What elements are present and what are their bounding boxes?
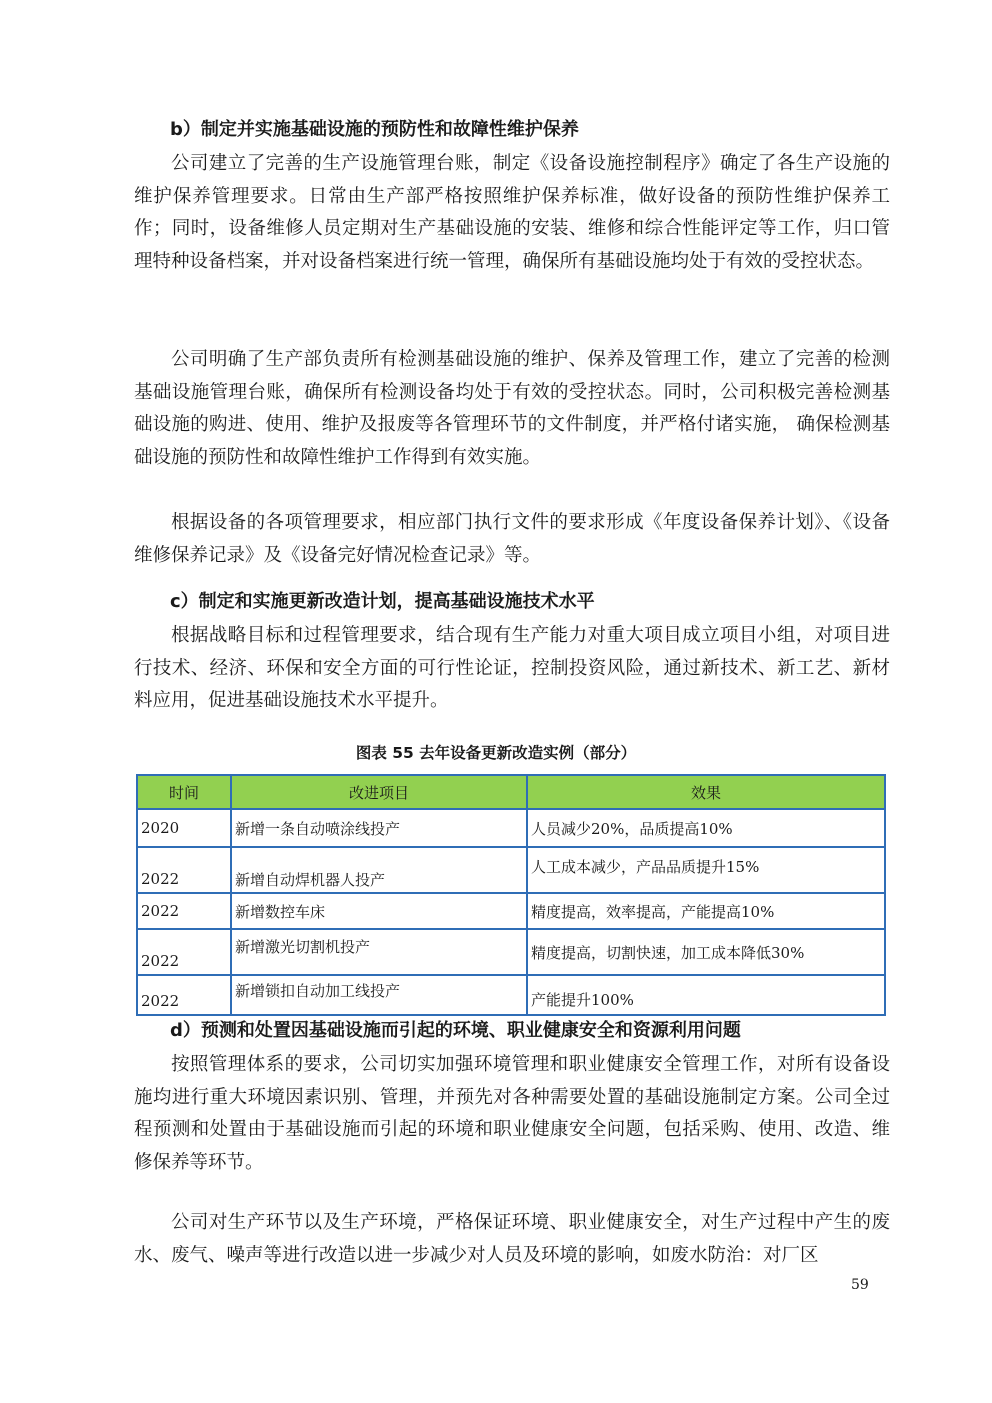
cell-project: 新增数控车床: [231, 893, 527, 929]
cell-effect: 精度提高，效率提高，产能提高10%: [527, 893, 885, 929]
cell-project: 新增锁扣自动加工线投产: [231, 975, 527, 1015]
table-row: [137, 929, 885, 975]
section-b-paragraph-2: 公司明确了生产部负责所有检测基础设施的维护、保养及管理工作，建立了完善的检测基础设施管理台账，确保所有检测设备均处于有效的受控状态。同时，公司积极完善检测基础设施的购进、使用、维护及报废等各管理环节的文件制度，并严格付诸实施， 确保检测基础设施的预防性和故障性维护工作得到有效实施。: [134, 349, 890, 468]
table-row: [137, 975, 885, 1015]
section-b-paragraph-1: 公司建立了完善的生产设施管理台账，制定《设备设施控制程序》确定了各生产设施的维护保养管理要求。日常由生产部严格按照维护保养标准，做好设备的预防性维护保养工作；同时，设备维修人员定期对生产基础设施的安装、维修和综合性能评定等工作，归口管理特种设备档案，并对设备档案进行统一管理，确保所有基础设施均处于有效的受控状态。: [134, 153, 890, 272]
cell-project: 新增激光切割机投产: [231, 929, 527, 975]
cell-project: 新增一条自动喷涂线投产: [231, 809, 527, 847]
table-row: [137, 847, 885, 893]
header-time: 时间: [137, 775, 231, 809]
cell-time: 2022: [137, 975, 231, 1015]
cell-time: 2022: [137, 893, 231, 929]
table-row: [137, 893, 885, 929]
cell-time: 2020: [137, 809, 231, 847]
page-number: 59: [851, 1277, 869, 1293]
cell-effect: 产能提升100%: [527, 975, 885, 1015]
table-caption: 图表 55 去年设备更新改造实例（部分）: [355, 744, 637, 762]
cell-effect: 人员减少20%，品质提高10%: [527, 809, 885, 847]
section-d-heading: d）预测和处置因基础设施而引起的环境、职业健康安全和资源利用问题: [170, 1020, 741, 1041]
header-project: 改进项目: [231, 775, 527, 809]
table-row: [137, 809, 885, 847]
section-b-heading: b）制定并实施基础设施的预防性和故障性维护保养: [170, 119, 579, 140]
header-effect: 效果: [527, 775, 885, 809]
cell-effect: 人工成本减少，产品品质提升15%: [527, 847, 885, 893]
cell-time: 2022: [137, 929, 231, 975]
table-header-row: [137, 775, 885, 809]
cell-effect: 精度提高，切割快速，加工成本降低30%: [527, 929, 885, 975]
equipment-upgrade-table: [136, 774, 886, 1016]
cell-project: 新增自动焊机器人投产: [231, 847, 527, 893]
section-d-paragraph-2: 公司对生产环节以及生产环境，严格保证环境、职业健康安全，对生产过程中产生的废水、废气、噪声等进行改造以进一步减少对人员及环境的影响，如废水防治：对厂区: [134, 1212, 890, 1266]
cell-time: 2022: [137, 847, 231, 893]
section-d-paragraph-1: 按照管理体系的要求，公司切实加强环境管理和职业健康安全管理工作，对所有设备设施均进行重大环境因素识别、管理，并预先对各种需要处置的基础设施制定方案。公司全过程预测和处置由于基础设施而引起的环境和职业健康安全问题，包括采购、使用、改造、维修保养等环节。: [134, 1054, 890, 1173]
section-b-paragraph-3: 根据设备的各项管理要求，相应部门执行文件的要求形成《年度设备保养计划》、《设备维修保养记录》及《设备完好情况检查记录》等。: [134, 512, 890, 566]
section-c-heading: c）制定和实施更新改造计划，提高基础设施技术水平: [170, 591, 595, 612]
section-c-paragraph-1: 根据战略目标和过程管理要求，结合现有生产能力对重大项目成立项目小组，对项目进行技术、经济、环保和安全方面的可行性论证，控制投资风险，通过新技术、新工艺、新材料应用，促进基础设施技术水平提升。: [134, 625, 890, 712]
